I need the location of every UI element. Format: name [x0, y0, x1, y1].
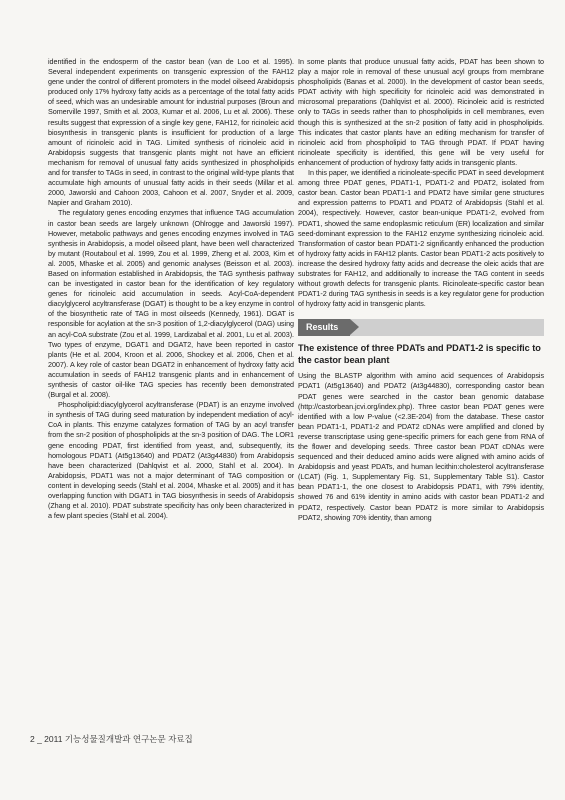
section-heading: The existence of three PDATs and PDAT1-2 is specific to the castor bean plant — [298, 343, 541, 366]
results-section-bar — [298, 319, 544, 336]
paragraph: Phospholipid:diacylglycerol acyltransferase (PDAT) is an enzyme involved in synthesis of TAG during seed maturation by independent mediation of acyl-CoA in plants. This enzyme catalyzes formation of TAG by an acyl transfer from the sn-2 position of phospholipids at the sn-3 position of DAG. The LOR1 gene encoding PDAT, first identified from yeast, and, subsequently, its homologous PDAT1 (At5g13640) and PDAT2 (At3g44830) from Arabidopsis have been characterized (Dahlqvist et al. 2000, Stahl et al. 2004). In Arabidopsis, PDAT1 was not a major determinant of TAG composition or content in developing seeds (Stahl et al. 2004, Mhaske et al. 2005) and it has overlapping function with DGAT1 in TAG biosynthesis in seeds of Arabidopsis (Zhang et al. 2010). PDAT substrate specificity has only been characterized in a few plant species (Stahl et al. 2004). — [48, 400, 294, 521]
paragraph: In some plants that produce unusual fatty acids, PDAT has been shown to play a major role in removal of these unusual acyl groups from membrane phospholipids (Banas et al. 2000). In the development of castor bean seeds, PDAT activity with high specificity for ricinoleic acid was demonstrated in microsomal preparations (Dahlqvist et al. 2000). Ricinoleic acid is restricted only to TAGs in seeds rather than to phospholipids in cell membranes, even though this is synthesized at the sn-2 position of fatty acid in phospholipids. This indicates that castor plants have an editing mechanism for transfer of ricinoleic acid from phospholipid to TAG through PDAT. If PDAT having ricinoleate specificity is identified, this gene will be very useful for enhancement of production of hydroxy fatty acids in transgenic plants. — [298, 57, 544, 167]
paragraph: In this paper, we identified a ricinoleate-specific PDAT in seed development among three PDAT genes, PDAT1-1, PDAT1-2 and PDAT2, isolated from castor bean. Castor bean PDAT1-1 and PDAT2 have similar gene structures and expression patterns to PDAT1 and PDAT2 of Arabidopsis (Stahl et al. 2004), respectively. However, castor bean-unique PDAT1-2, evolved from PDAT1, showed the same endoplasmic reticulum (ER) localization and similar seed-dominant expression to the FAH12 enzyme synthesizing ricinoleic acid. Transformation of castor bean PDAT1-2 significantly enhanced the production of hydroxy fatty acids in FAH12 plants. Castor bean PDAT1-2 acts positively to increase the desired hydroxy fatty acids and decrease the oleic acids that are substrates for FAH12, and additionally to increase the TAG content in seeds without growth defects for transgenic plants. Ricinoleate-specific castor bean PDAT1-2 during TAG synthesis in seeds is a key regulator gene for production of hydroxy fatty acid in transgenic plants. — [298, 168, 544, 309]
paragraph: The regulatory genes encoding enzymes that influence TAG accumulation in castor bean seeds are largely unknown (Ohlrogge and Jaworski 1997). However, metabolic pathways and genes encoding enzymes involved in TAG synthesis in Arabidopsis, a model oilseed plant, have been well characterized by mutant (Routaboul et al. 1999, Zou et al. 1999, Zheng et al. 2003, Kim et al. 2005, Mhaske et al. 2005) and genomic analyses (Beisson et al. 2003). Based on information established in Arabidopsis, the TAG synthesis pathway can be investigated in castor bean for the identification of key regulatory genes for ricinoleic acid accumulation in seeds. Acyl-CoA-dependent diacylglycerol acyltransferase (DGAT) is thought to be a key enzyme in control of the biosynthetic rate of TAG in most oilseeds (Kennedy, 1961). DGAT is responsible for acylation at the sn-3 position of 1,2-diacylglycerol (DAG) using an acyl-CoA substrate (Zou et al. 1999, Lardizabal et al. 2001, Lu et al. 2003). Two types of enzyme, DGAT1 and DGAT2, have been reported in castor plants (He et al. 2004, Kroon et al. 2006, Shockey et al. 2006, Chen et al. 2007). A key role of castor bean DGAT2 in enhancement of hydroxy fatty acid accumulation in seeds of FAH12 transgenic plants and in enhancement of synthesis of castor oil-like TAG species has recently been demonstrated (Burgal et al. 2008). — [48, 208, 294, 400]
paragraph: Using the BLASTP algorithm with amino acid sequences of Arabidopsis PDAT1 (At5g13640) and PDAT2 (At3g44830), corresponding castor bean PDAT genes were searched in the castor bean genomic database (http://castorbean.jcvi.org/index.php). Three castor bean PDAT genes were identified with a low P-value (<2.3E-204) from the database. These castor bean PDAT1-1, PDAT1-2 and PDAT2 cDNAs were amplified and cloned by reverse transcriptase using gene-specific primers for each gene from RNA of the flower and developing seeds. Three castor bean PDAT cDNAs were sequenced and their deduced amino acids were aligned with amino acids of Arabidopsis and yeast PDATs, and human lecithin:cholesterol acyltransferase (LCAT) (Fig. 1, Supplementary Fig. S1, Supplementary Table S1). Castor bean PDAT1-1, the one closest to Arabidopsis PDAT1, with 79% identity, showed 76 and 61% identity in amino acids with castor bean PDAT1-2 and PDAT2, respectively. Castor bean PDAT2 is more similar to Arabidopsis PDAT2, showing 70% identity, than among — [298, 371, 544, 522]
paragraph: identified in the endosperm of the castor bean (van de Loo et al. 1995). Several independent experiments on transgenic expression of the FAH12 gene under the control of different promoters in the model oilseed Arabidopsis produced only 17% hydroxy fatty acids as a percentage of the total fatty acids of seed, which was an undesirable amount for industrial purposes (Broun and Somerville 1997, Smith et al. 2003, Kumar et al. 2006, Lu et al. 2006). These results suggest that expression of a single key gene, FAH12, for ricinoleic acid biosynthesis in transgenic plants is insufficient for production of a large amount of ricinoleic acid in TAG. Limited synthesis of ricinoleic acid in Arabidopsis suggests that transgenic plants might not have an efficient mechanism for removal of unusual fatty acids synthesized in phospholipids and for transfer to TAGs in seed, in contrast to the original wild-type plants that accumulate high amounts of unusual fatty acids in their seeds (Millar et al. 2000, Jaworski and Cahoon 2003, Cahoon et al. 2007, Snyder et al. 2009, Napier and Graham 2010). — [48, 57, 294, 208]
results-label: Results — [298, 319, 350, 336]
right-column — [298, 57, 544, 523]
left-column — [48, 57, 294, 521]
page-footer: 2 _ 2011 기능성물질개발과 연구논문 자료집 — [30, 734, 193, 744]
